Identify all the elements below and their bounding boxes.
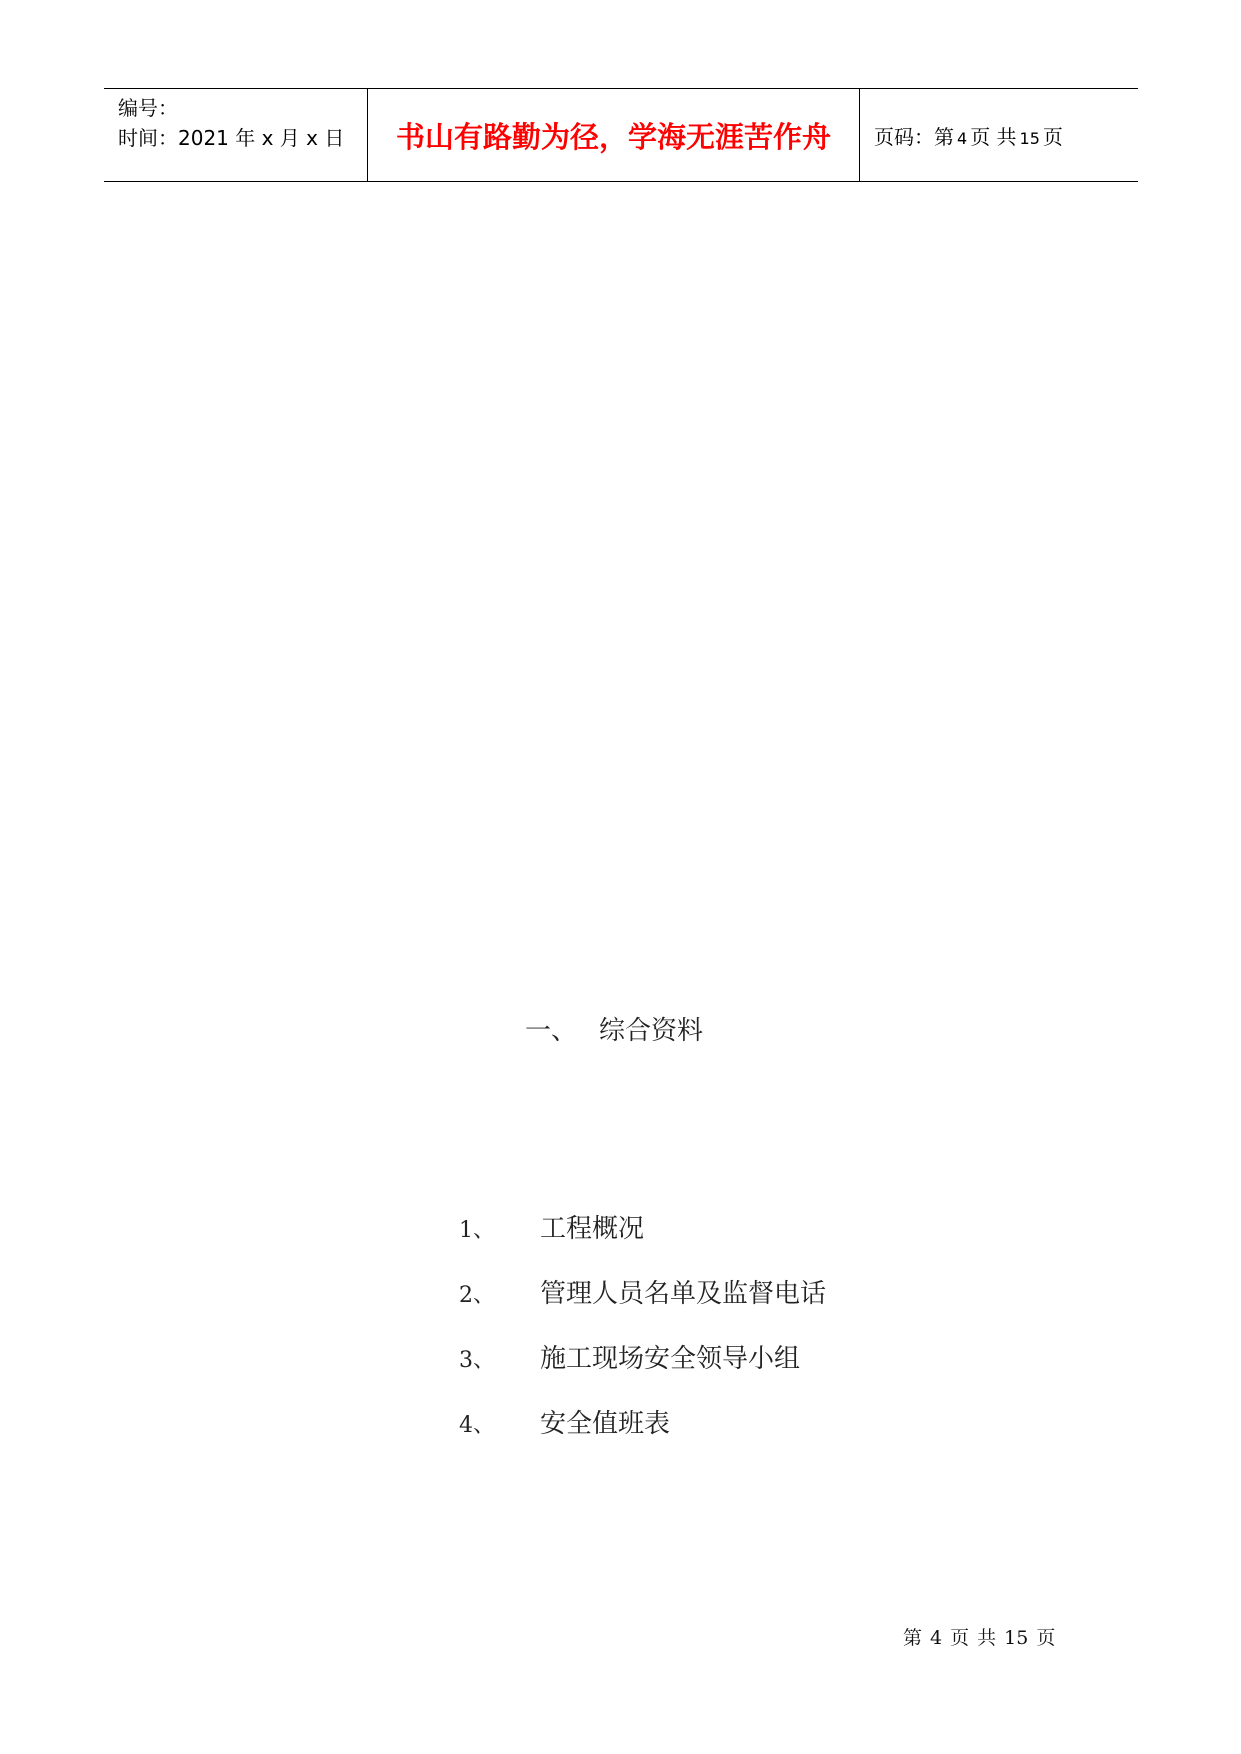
footer-page-current: 4 xyxy=(930,1627,943,1649)
document-header xyxy=(104,88,1138,182)
section-heading xyxy=(525,1010,703,1047)
page-mid: 页 共 xyxy=(970,124,1017,149)
toc-item xyxy=(459,1338,826,1403)
toc-item xyxy=(459,1208,826,1273)
toc-item xyxy=(459,1403,826,1468)
toc-item-title: 管理人员名单及监督电话 xyxy=(540,1279,827,1309)
section-title: 综合资料 xyxy=(599,1016,704,1046)
footer-page-unit: 页 xyxy=(950,1627,970,1649)
footer-page-total: 15 xyxy=(1004,1627,1029,1649)
toc-item-index: 2、 xyxy=(459,1283,495,1308)
section-number: 一、 xyxy=(525,1016,578,1046)
header-page-info xyxy=(874,121,1063,150)
toc-item-index: 3、 xyxy=(459,1348,495,1373)
toc-item-title: 施工现场安全领导小组 xyxy=(540,1344,801,1374)
page-current: 4 xyxy=(957,128,968,148)
toc-item-index: 4、 xyxy=(459,1413,495,1438)
page-prefix: 页码：第 xyxy=(874,124,954,149)
toc-item-title: 工程概况 xyxy=(540,1214,645,1244)
footer-total-word: 共 xyxy=(977,1627,997,1649)
page-suffix: 页 xyxy=(1042,124,1063,149)
toc-item xyxy=(459,1273,826,1338)
serial-number-label: 编号： xyxy=(118,96,178,120)
table-of-contents xyxy=(459,1208,826,1468)
footer-page-word: 第 xyxy=(903,1627,923,1649)
page-total: 15 xyxy=(1019,128,1040,148)
page-footer xyxy=(903,1623,1063,1650)
date-label: 时间：2021 年 x 月 x 日 xyxy=(118,126,345,150)
footer-total-unit: 页 xyxy=(1036,1627,1056,1649)
toc-item-title: 安全值班表 xyxy=(540,1409,671,1439)
toc-item-index: 1、 xyxy=(459,1218,495,1243)
header-page-cell xyxy=(860,89,1138,181)
header-motto-cell xyxy=(368,89,860,181)
header-meta-cell xyxy=(104,89,368,181)
motto-text: 书山有路勤为径，学海无涯苦作舟 xyxy=(395,119,831,154)
